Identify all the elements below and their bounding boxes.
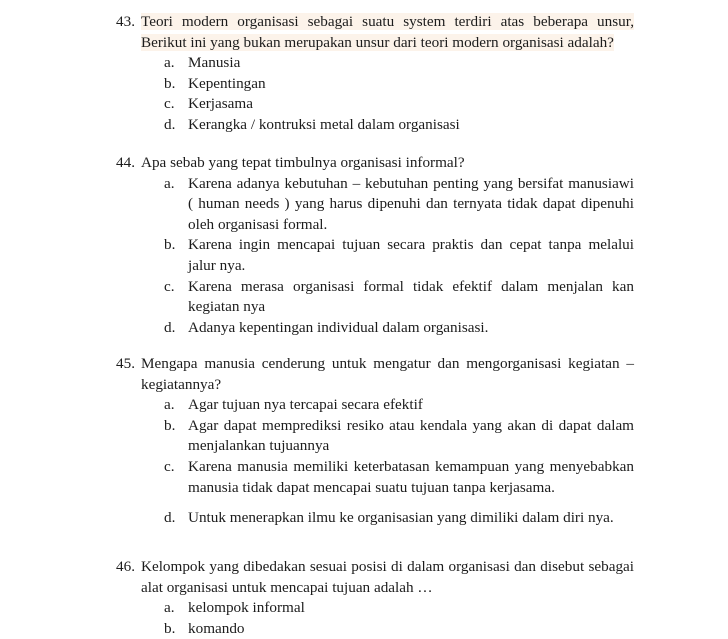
option-a bbox=[164, 174, 634, 236]
option-c bbox=[164, 94, 634, 115]
question-number: 46. bbox=[116, 558, 135, 575]
option-a bbox=[164, 395, 634, 416]
options-list bbox=[164, 598, 634, 639]
question-text-block bbox=[141, 12, 634, 53]
option-text: Adanya kepentingan individual dalam organisasi. bbox=[188, 318, 489, 336]
option-letter: a. bbox=[164, 396, 175, 414]
option-letter: b. bbox=[164, 236, 176, 254]
question-number: 45. bbox=[116, 355, 135, 372]
option-c bbox=[164, 277, 634, 318]
option-letter: d. bbox=[164, 509, 176, 527]
option-text: Manusia bbox=[188, 54, 241, 72]
option-text: kelompok informal bbox=[188, 599, 305, 617]
option-letter: b. bbox=[164, 74, 176, 92]
question-stem bbox=[116, 557, 634, 598]
option-letter: c. bbox=[164, 457, 175, 475]
option-text: Kerjasama bbox=[188, 95, 253, 113]
option-c bbox=[164, 457, 634, 498]
question-text: Mengapa manusia cenderung untuk mengatur dan mengorganisasi kegiatan – kegiatannya? bbox=[141, 355, 634, 393]
question-stem bbox=[116, 354, 634, 395]
option-letter: b. bbox=[164, 619, 176, 637]
question-44 bbox=[116, 153, 634, 338]
option-text: Karena merasa organisasi formal tidak efektif dalam menjalan kan kegiatan nya bbox=[188, 277, 634, 316]
options-list bbox=[164, 174, 634, 339]
option-text: komando bbox=[188, 619, 245, 637]
option-text: Agar dapat memprediksi resiko atau kendala yang akan di dapat dalam menjalankan tujuannya bbox=[188, 416, 634, 455]
option-text: Agar tujuan nya tercapai secara efektif bbox=[188, 396, 423, 414]
option-text: Karena adanya kebutuhan – kebutuhan penting yang bersifat manusiawi ( human needs ) yang harus dipenuhi dan ternyata tidak dapat dipenuhi oleh organisasi formal. bbox=[188, 174, 634, 233]
option-letter: d. bbox=[164, 115, 176, 133]
options-list bbox=[164, 53, 634, 135]
option-letter: d. bbox=[164, 318, 176, 336]
option-letter: c. bbox=[164, 277, 175, 295]
option-text: Kerangka / kontruksi metal dalam organisasi bbox=[188, 115, 460, 133]
question-stem bbox=[116, 12, 634, 53]
option-d bbox=[164, 318, 634, 339]
option-letter: a. bbox=[164, 54, 175, 72]
option-letter: b. bbox=[164, 416, 176, 434]
option-text: Untuk menerapkan ilmu ke organisasian yang dimiliki dalam diri nya. bbox=[188, 509, 614, 527]
option-b bbox=[164, 619, 634, 639]
option-b bbox=[164, 416, 634, 457]
question-text: Apa sebab yang tepat timbulnya organisasi informal? bbox=[141, 154, 465, 171]
question-46 bbox=[116, 557, 634, 639]
option-letter: c. bbox=[164, 95, 175, 113]
options-list bbox=[164, 395, 634, 529]
option-text: Kepentingan bbox=[188, 74, 266, 92]
question-number: 43. bbox=[116, 13, 135, 30]
option-b bbox=[164, 74, 634, 95]
question-43 bbox=[116, 12, 634, 136]
option-d bbox=[164, 115, 634, 136]
question-text: Teori modern organisasi sebagai suatu system terdiri atas beberapa unsur, Berikut ini yang bukan merupakan unsur dari teori modern organisasi adalah? bbox=[141, 13, 634, 51]
option-d bbox=[164, 508, 634, 529]
option-b bbox=[164, 235, 634, 276]
question-text: Kelompok yang dibedakan sesuai posisi di dalam organisasi dan disebut sebagai alat organisasi untuk mencapai tujuan adalah … bbox=[141, 558, 634, 596]
option-a bbox=[164, 598, 634, 619]
option-letter: a. bbox=[164, 174, 175, 192]
option-text: Karena manusia memiliki keterbatasan kemampuan yang menyebabkan manusia tidak dapat mencapai suatu tujuan tanpa kerjasama. bbox=[188, 457, 634, 496]
question-stem bbox=[116, 153, 634, 174]
option-text: Karena ingin mencapai tujuan secara praktis dan cepat tanpa melalui jalur nya. bbox=[188, 236, 634, 274]
question-45 bbox=[116, 354, 634, 529]
option-a bbox=[164, 53, 634, 74]
question-number: 44. bbox=[116, 154, 135, 171]
option-letter: a. bbox=[164, 599, 175, 617]
